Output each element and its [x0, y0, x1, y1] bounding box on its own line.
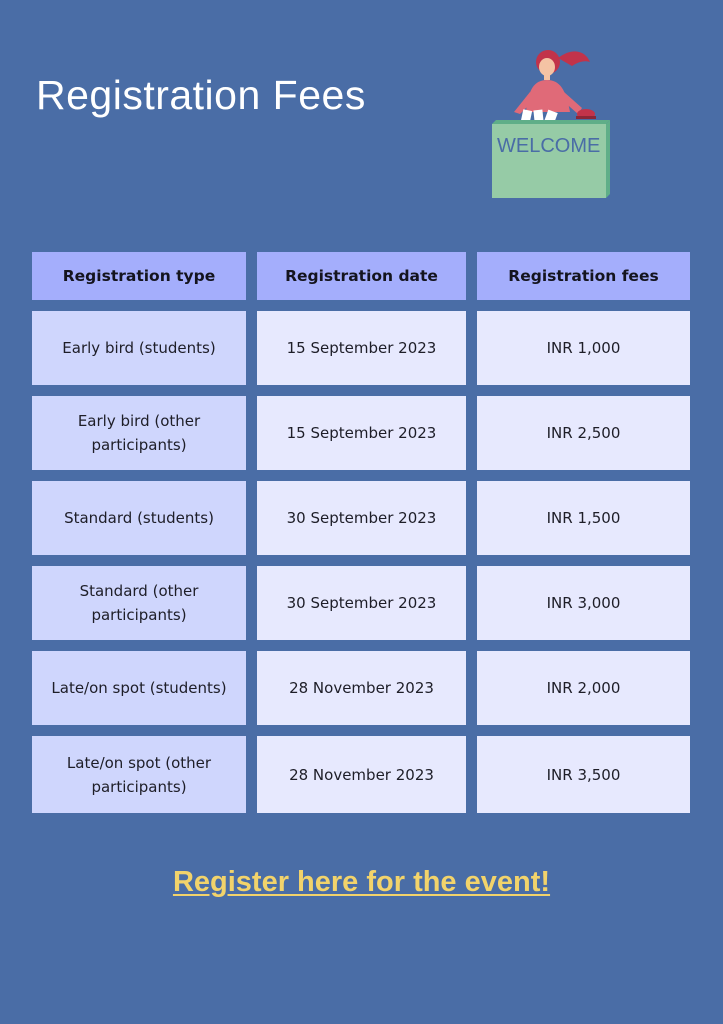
page-title: Registration Fees	[36, 72, 366, 118]
header-registration-type: Registration type	[32, 252, 246, 300]
table-cell-type: Standard (students)	[32, 481, 246, 555]
desk-label: WELCOME	[497, 135, 601, 157]
table-cell-date: 28 November 2023	[257, 736, 466, 813]
table-cell-fee: INR 2,000	[477, 651, 690, 725]
header-registration-fees: Registration fees	[477, 252, 690, 300]
register-link[interactable]: Register here for the event!	[172, 866, 551, 898]
table-cell-date: 30 September 2023	[257, 481, 466, 555]
table-cell-date: 15 September 2023	[257, 311, 466, 385]
header-registration-date: Registration date	[257, 252, 466, 300]
table-cell-type: Late/on spot (other participants)	[32, 736, 246, 813]
table-cell-date: 28 November 2023	[257, 651, 466, 725]
table-cell-type: Early bird (other participants)	[32, 396, 246, 470]
table-cell-fee: INR 3,000	[477, 566, 690, 640]
table-cell-type: Early bird (students)	[32, 311, 246, 385]
receptionist-desk-icon	[486, 40, 616, 205]
table-cell-date: 15 September 2023	[257, 396, 466, 470]
table-cell-type: Late/on spot (students)	[32, 651, 246, 725]
table-cell-fee: INR 1,000	[477, 311, 690, 385]
register-cta	[0, 866, 723, 899]
table-cell-fee: INR 2,500	[477, 396, 690, 470]
table-cell-date: 30 September 2023	[257, 566, 466, 640]
table-cell-type: Standard (other participants)	[32, 566, 246, 640]
table-cell-fee: INR 3,500	[477, 736, 690, 813]
table-cell-fee: INR 1,500	[477, 481, 690, 555]
